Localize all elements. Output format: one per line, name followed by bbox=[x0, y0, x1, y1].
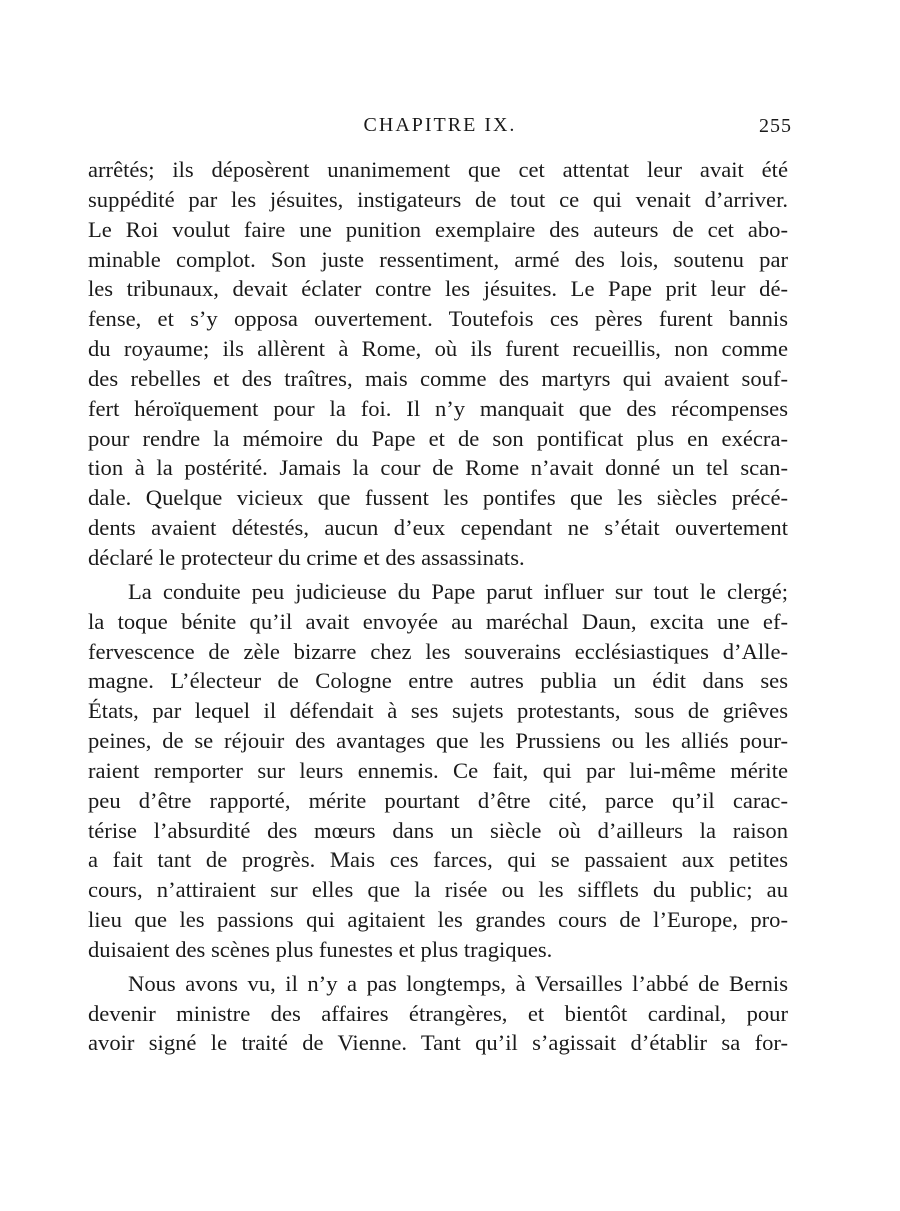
text-line: fert héroïquement pour la foi. Il n’y manquait que des récompenses bbox=[88, 395, 788, 421]
text-line: dents avaient détestés, aucun d’eux cependant ne s’était ouvertement bbox=[88, 515, 788, 541]
text-line: pour rendre la mémoire du Pape et de son pontificat plus en exécra- bbox=[88, 425, 788, 451]
text-line: duisaient des scènes plus funestes et plus tragiques. bbox=[88, 936, 553, 962]
text-line: tion à la postérité. Jamais la cour de Rome n’avait donné un tel scan- bbox=[88, 455, 788, 481]
text-line: déclaré le protecteur du crime et des assassinats. bbox=[88, 544, 525, 570]
text-line: peu d’être rapporté, mérite pourtant d’être cité, parce qu’il carac- bbox=[88, 787, 788, 813]
chapter-title: CHAPITRE IX. bbox=[363, 114, 517, 136]
text-line: La conduite peu judicieuse du Pape parut influer sur tout le clergé; bbox=[128, 578, 788, 604]
paragraph bbox=[88, 969, 788, 1059]
text-line: dale. Quelque vicieux que fussent les pontifes que les siècles précé- bbox=[88, 485, 788, 511]
paragraph bbox=[88, 577, 788, 965]
text-line: fervescence de zèle bizarre chez les souverains ecclésiastiques d’Alle- bbox=[88, 638, 788, 664]
text-line: arrêtés; ils déposèrent unanimement que cet attentat leur avait été bbox=[88, 157, 788, 182]
text-line: minable complot. Son juste ressentiment, armé des lois, soutenu par bbox=[88, 246, 788, 272]
text-line: États, par lequel il défendait à ses sujets protestants, sous de griêves bbox=[88, 698, 788, 724]
text-line: du royaume; ils allèrent à Rome, où ils furent recueillis, non comme bbox=[88, 336, 788, 362]
text-line: peines, de se réjouir des avantages que les Prussiens ou les alliés pour- bbox=[88, 728, 788, 754]
text-line: raient remporter sur leurs ennemis. Ce fait, qui par lui-même mérite bbox=[88, 757, 788, 783]
text-line: Nous avons vu, il n’y a pas longtemps, à Versailles l’abbé de Bernis bbox=[128, 970, 788, 996]
text-line: les tribunaux, devait éclater contre les jésuites. Le Pape prit leur dé- bbox=[88, 276, 788, 302]
text-line: avoir signé le traité de Vienne. Tant qu’il s’agissait d’établir sa for- bbox=[88, 1030, 788, 1056]
text-line: cours, n’attiraient sur elles que la risée ou les sifflets du public; au bbox=[88, 877, 788, 903]
paragraph bbox=[88, 155, 788, 573]
text-line: magne. L’électeur de Cologne entre autres publia un édit dans ses bbox=[88, 668, 788, 694]
body-text bbox=[88, 155, 788, 1058]
text-line: lieu que les passions qui agitaient les grandes cours de l’Europe, pro- bbox=[88, 907, 788, 933]
text-line: devenir ministre des affaires étrangères, et bientôt cardinal, pour bbox=[88, 1000, 788, 1026]
text-line: térise l’absurdité des mœurs dans un siècle où d’ailleurs la raison bbox=[88, 817, 788, 843]
text-line: Le Roi voulut faire une punition exemplaire des auteurs de cet abo- bbox=[88, 216, 788, 242]
page-number: 255 bbox=[759, 115, 792, 137]
text-line: la toque bénite qu’il avait envoyée au maréchal Daun, excita une ef- bbox=[88, 608, 788, 634]
text-line: suppédité par les jésuites, instigateurs de tout ce qui venait d’arriver. bbox=[88, 186, 788, 212]
text-line: a fait tant de progrès. Mais ces farces, qui se passaient aux petites bbox=[88, 847, 788, 873]
running-header bbox=[88, 114, 792, 144]
text-line: des rebelles et des traîtres, mais comme des martyrs qui avaient souf- bbox=[88, 365, 788, 391]
text-line: fense, et s’y opposa ouvertement. Toutefois ces pères furent bannis bbox=[88, 306, 788, 332]
